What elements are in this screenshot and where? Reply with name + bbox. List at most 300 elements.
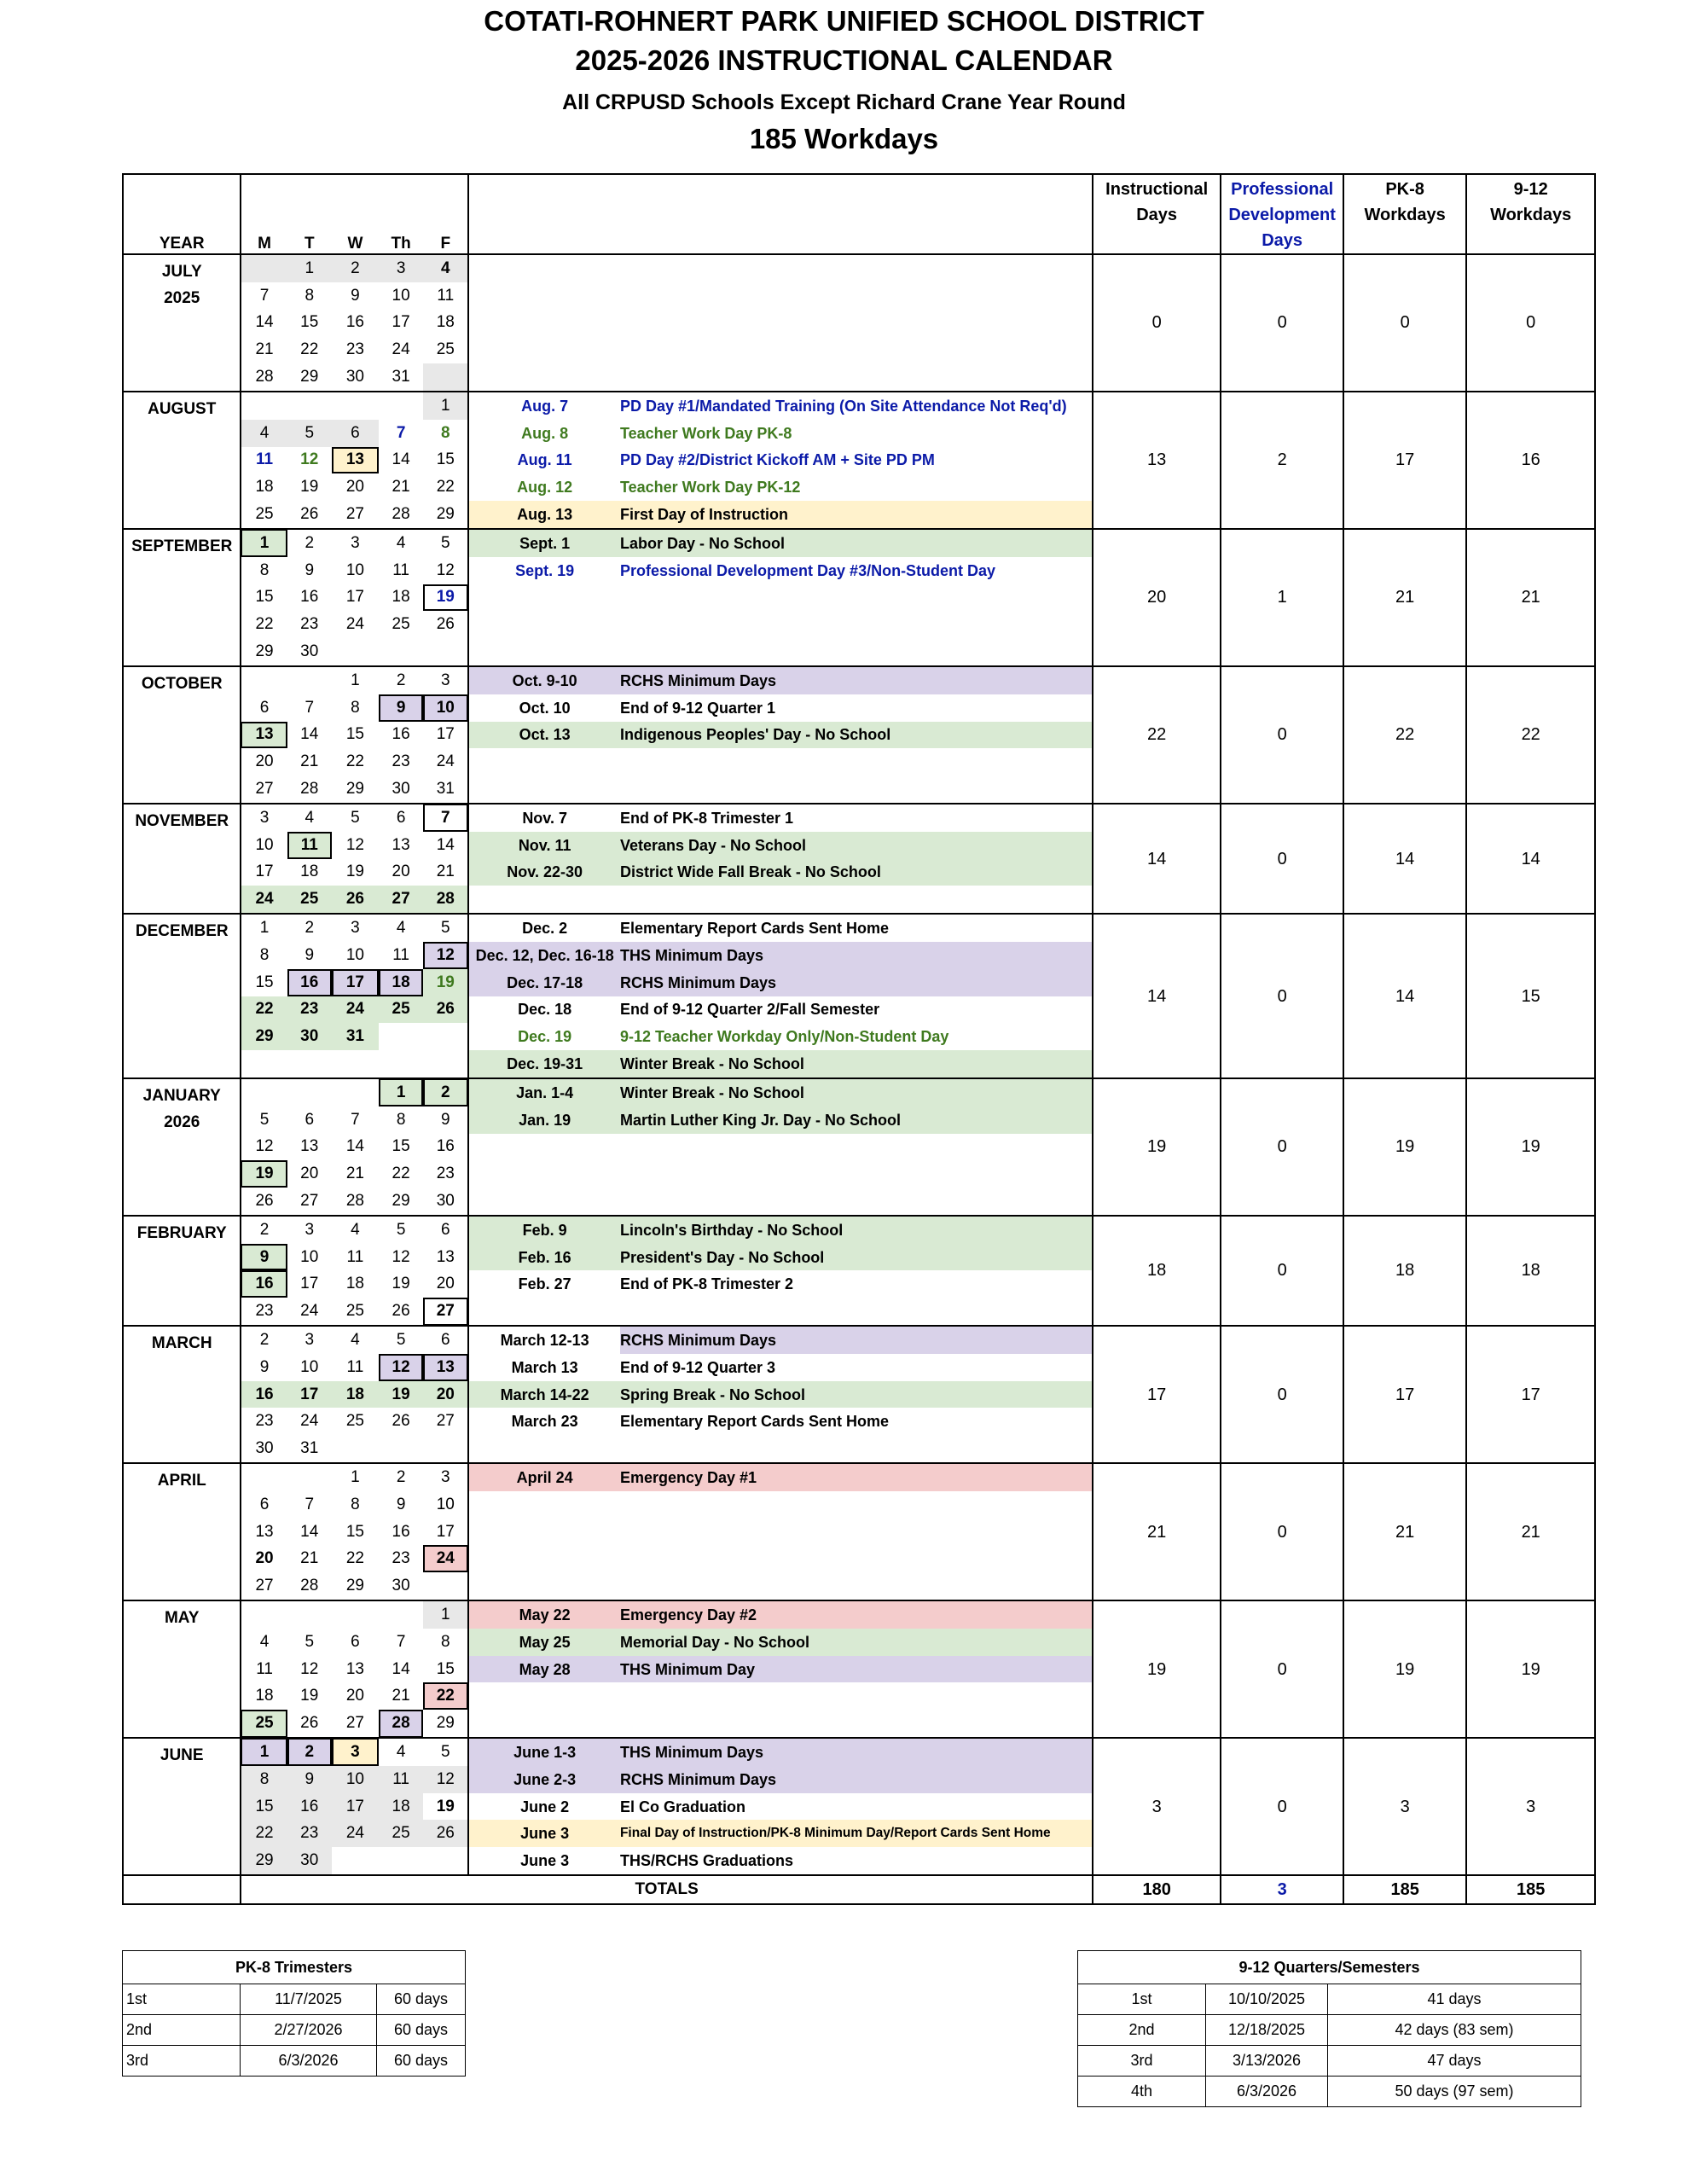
- calendar-day: 5: [423, 529, 468, 557]
- quarters-row: [1078, 1984, 1581, 2015]
- calendar-day: [379, 1847, 423, 1875]
- trimesters-cell: 3rd: [123, 2046, 241, 2077]
- calendar-day: [241, 666, 287, 694]
- event-description: Indigenous Peoples' Day - No School: [620, 722, 1093, 749]
- event-date: June 1-3: [468, 1738, 620, 1766]
- calendar-day: 18: [379, 969, 423, 996]
- quarters-cell: 6/3/2026: [1206, 2077, 1328, 2107]
- calendar-day: 14: [392, 1659, 410, 1678]
- calendar-day: 7: [396, 423, 406, 442]
- event-description-empty: [620, 363, 1093, 392]
- event-description: THS Minimum Day: [620, 1656, 1093, 1683]
- calendar-day: 3: [423, 666, 468, 694]
- event-date-empty: [468, 638, 620, 666]
- calendar-day: 21: [392, 1687, 410, 1705]
- quarters-cell: 42 days (83 sem): [1328, 2015, 1581, 2046]
- month-label-line: DECEMBER: [135, 922, 229, 941]
- calendar-day: 26: [300, 1714, 319, 1733]
- pd-days-value: 2: [1221, 392, 1343, 529]
- calendar-day: 8: [396, 1110, 406, 1129]
- event-description-empty: [620, 638, 1093, 666]
- calendar-day: 10: [392, 286, 410, 305]
- calendar-day: 12: [300, 1659, 319, 1678]
- event-description: Final Day of Instruction/PK-8 Minimum Day/Report Cards Sent Home: [620, 1820, 1093, 1847]
- event-date: Aug. 7: [468, 392, 620, 420]
- calendar-day: [332, 1600, 379, 1629]
- calendar-day: 5: [423, 914, 468, 942]
- instructional-days-header: [1093, 174, 1221, 254]
- instructional-days-value: 0: [1093, 254, 1221, 392]
- event-date: Aug. 13: [468, 501, 620, 529]
- calendar-day: 23: [392, 752, 410, 771]
- calendar-day: 11: [379, 1766, 423, 1793]
- calendar-day: [287, 666, 332, 694]
- calendar-day: 31: [332, 1023, 379, 1050]
- calendar-day: 15: [345, 725, 364, 744]
- calendar-day: 13: [241, 722, 287, 749]
- pk8-workdays-value: 14: [1343, 914, 1467, 1078]
- calendar-day: 1: [423, 392, 468, 420]
- event-date: Dec. 17-18: [468, 969, 620, 996]
- calendar-day: 20: [392, 863, 410, 881]
- trimesters-row: [123, 1984, 466, 2015]
- calendar-day: 12: [423, 942, 468, 969]
- calendar-day: 7: [305, 1495, 315, 1513]
- calendar-day: [379, 1050, 423, 1078]
- calendar-day: 3: [287, 1216, 332, 1244]
- calendar-day: 30: [287, 1023, 332, 1050]
- event-date: Dec. 2: [468, 914, 620, 942]
- calendar-week-row: [123, 1216, 1595, 1244]
- calendar-week-row: [123, 1600, 1595, 1629]
- calendar-day: 9: [305, 561, 315, 579]
- calendar-day: 12: [345, 835, 364, 854]
- event-description-empty: [620, 886, 1093, 914]
- calendar-day: 25: [345, 1412, 364, 1431]
- event-description: End of 9-12 Quarter 3: [620, 1354, 1093, 1381]
- event-description-empty: [620, 1710, 1093, 1738]
- pk8-workdays-value: 21: [1343, 529, 1467, 666]
- quarters-semesters-table: [1077, 1950, 1581, 2107]
- event-description-empty: [620, 1682, 1093, 1710]
- event-description: THS/RCHS Graduations: [620, 1847, 1093, 1875]
- trimesters-row: [123, 2046, 466, 2077]
- calendar-day: 21: [255, 340, 274, 359]
- hs-workdays-value: 19: [1466, 1078, 1595, 1216]
- totals-row: [123, 1875, 1595, 1904]
- event-description: President's Day - No School: [620, 1244, 1093, 1271]
- calendar-day: 23: [287, 1820, 332, 1847]
- calendar-day: 22: [392, 1165, 410, 1183]
- event-description-empty: [620, 775, 1093, 804]
- calendar-day: 26: [423, 1820, 468, 1847]
- event-date: Jan. 19: [468, 1107, 620, 1134]
- calendar-day: [423, 638, 468, 666]
- calendar-day: 4: [287, 804, 332, 832]
- calendar-day: 14: [345, 1137, 364, 1156]
- calendar-day: 3: [332, 529, 379, 557]
- calendar-day: 19: [423, 584, 468, 612]
- calendar-day: [241, 1600, 287, 1629]
- calendar-day: 10: [423, 694, 468, 722]
- pk8-workdays-value: 3: [1343, 1738, 1467, 1875]
- event-date: March 13: [511, 1358, 578, 1376]
- month-label: [123, 914, 241, 1078]
- calendar-day: 1: [332, 1463, 379, 1491]
- calendar-day: [332, 1847, 379, 1875]
- event-description: Emergency Day #2: [620, 1600, 1093, 1629]
- quarters-cell: 4th: [1078, 2077, 1206, 2107]
- calendar-day: 21: [392, 478, 410, 497]
- event-date-empty: [468, 336, 620, 363]
- instructional-days-value: 19: [1093, 1078, 1221, 1216]
- calendar-day: 27: [300, 1191, 319, 1210]
- calendar-day: 30: [255, 1439, 274, 1458]
- calendar-day: [379, 1600, 423, 1629]
- month-label: [123, 529, 241, 666]
- event-date: Dec. 12, Dec. 16-18: [468, 942, 620, 969]
- calendar-day: 8: [351, 1495, 360, 1513]
- pd-days-value: 0: [1221, 1216, 1343, 1326]
- calendar-day: 11: [287, 832, 332, 859]
- calendar-day: 20: [345, 1687, 364, 1705]
- calendar-day: 24: [332, 1820, 379, 1847]
- calendar-day: [287, 1463, 332, 1491]
- month-label-line: MAY: [164, 1609, 200, 1628]
- calendar-day: 20: [255, 1549, 274, 1568]
- pk8-workdays-value: 18: [1343, 1216, 1467, 1326]
- calendar-day: 28: [300, 780, 319, 799]
- event-description: End of 9-12 Quarter 2/Fall Semester: [620, 996, 1093, 1024]
- month-label-line: OCTOBER: [141, 674, 223, 693]
- month-label-line: APRIL: [157, 1472, 206, 1490]
- calendar-day: 14: [392, 450, 410, 469]
- event-description: End of PK-8 Trimester 2: [620, 1270, 1093, 1298]
- calendar-day: [332, 1078, 379, 1107]
- calendar-day: 13: [392, 835, 410, 854]
- instructional-days-value: 14: [1093, 804, 1221, 914]
- calendar-day: 6: [332, 420, 379, 447]
- calendar-day: 17: [255, 863, 274, 881]
- event-date-empty: [468, 1435, 620, 1463]
- quarters-cell: 50 days (97 sem): [1328, 2077, 1581, 2107]
- event-description: Martin Luther King Jr. Day - No School: [620, 1107, 1093, 1134]
- pd-days-value: 0: [1221, 914, 1343, 1078]
- weekday-header: Th: [379, 174, 423, 254]
- event-date: March 12-13: [468, 1326, 620, 1354]
- event-description: Lincoln's Birthday - No School: [620, 1216, 1093, 1244]
- calendar-day: 9: [423, 1107, 468, 1134]
- calendar-day: 11: [392, 945, 409, 964]
- calendar-day: 28: [423, 886, 468, 914]
- month-label-line: FEBRUARY: [136, 1223, 227, 1242]
- calendar-day: 1: [241, 1738, 287, 1766]
- month-label: [123, 1326, 241, 1463]
- weekday-header: T: [287, 174, 332, 254]
- calendar-day: [332, 1050, 379, 1078]
- event-date-empty: [468, 611, 620, 638]
- calendar-day: 2: [423, 1078, 468, 1107]
- calendar-day: 25: [423, 336, 468, 363]
- calendar-day: 26: [300, 505, 319, 524]
- event-description: Teacher Work Day PK-12: [620, 473, 1093, 501]
- calendar-day: 6: [379, 804, 423, 832]
- calendar-day: 18: [345, 1275, 364, 1293]
- calendar-day: 20: [423, 1381, 468, 1409]
- instructional-calendar-table: [122, 173, 1596, 1905]
- event-date: Dec. 18: [518, 1001, 572, 1019]
- calendar-day: 6: [423, 1326, 468, 1354]
- hs-workdays-value: 16: [1466, 392, 1595, 529]
- calendar-day: 19: [423, 969, 468, 996]
- month-label: [123, 254, 241, 392]
- event-description-empty: [620, 282, 1093, 310]
- pd-days-value: 0: [1221, 1078, 1343, 1216]
- calendar-day: 7: [305, 698, 315, 717]
- event-date: Dec. 19: [518, 1028, 572, 1046]
- calendar-day: 2: [379, 1463, 423, 1491]
- event-description: First Day of Instruction: [620, 501, 1093, 529]
- pd-days-value: 0: [1221, 666, 1343, 804]
- calendar-day: [241, 1078, 287, 1107]
- pk8-workdays-value: 21: [1343, 1463, 1467, 1600]
- pd-days-value: 0: [1221, 1600, 1343, 1738]
- calendar-day: 20: [255, 752, 274, 771]
- event-description-empty: [620, 611, 1093, 638]
- calendar-day: 8: [259, 945, 270, 964]
- calendar-day: 28: [345, 1191, 364, 1210]
- event-description-empty: [620, 254, 1093, 282]
- calendar-day: 30: [345, 368, 364, 386]
- calendar-day: 15: [255, 973, 274, 991]
- calendar-day: 13: [423, 1244, 468, 1271]
- month-label-line: AUGUST: [148, 399, 217, 418]
- calendar-day: 5: [259, 1110, 270, 1129]
- calendar-day: 24: [300, 1302, 319, 1321]
- event-date: March 23: [511, 1413, 578, 1431]
- calendar-day: 8: [423, 420, 468, 447]
- calendar-day: 17: [287, 1381, 332, 1409]
- quarters-cell: 1st: [1078, 1984, 1206, 2015]
- calendar-day: 1: [287, 254, 332, 282]
- event-description-empty: [620, 1188, 1093, 1216]
- event-date: May 22: [468, 1600, 620, 1629]
- calendar-day: 23: [255, 1412, 274, 1431]
- event-description-empty: [620, 1134, 1093, 1161]
- event-description: Teacher Work Day PK-8: [620, 420, 1093, 447]
- calendar-day: 10: [423, 1491, 468, 1519]
- calendar-day: 1: [379, 1078, 423, 1107]
- quarters-row: [1078, 2015, 1581, 2046]
- pk8-workdays-header-line: PK-8: [1385, 180, 1424, 199]
- calendar-day: 25: [379, 1820, 423, 1847]
- calendar-day: 18: [379, 1793, 423, 1821]
- calendar-day: 15: [241, 1793, 287, 1821]
- calendar-day: 9: [259, 1357, 270, 1376]
- hs-workdays-value: 17: [1466, 1326, 1595, 1463]
- calendar-day: 4: [241, 420, 287, 447]
- calendar-day: 13: [255, 1522, 274, 1541]
- instructional-days-value: 19: [1093, 1600, 1221, 1738]
- calendar-day: 22: [423, 473, 468, 501]
- calendar-day: 13: [300, 1137, 319, 1156]
- event-date: Feb. 16: [468, 1244, 620, 1271]
- month-label: [123, 804, 241, 914]
- calendar-day: 30: [300, 642, 319, 661]
- calendar-day: 1: [332, 666, 379, 694]
- calendar-day: 22: [300, 340, 319, 359]
- trimesters-cell: 11/7/2025: [241, 1984, 377, 2015]
- event-date: Sept. 1: [468, 529, 620, 557]
- trimesters-cell: 60 days: [377, 1984, 466, 2015]
- calendar-day: 12: [423, 557, 468, 584]
- event-description-empty: [620, 1435, 1093, 1463]
- event-date: Oct. 10: [519, 699, 571, 717]
- event-description: El Co Graduation: [620, 1793, 1093, 1821]
- quarters-cell: 10/10/2025: [1206, 1984, 1328, 2015]
- event-description-empty: [620, 336, 1093, 363]
- calendar-day: 24: [392, 340, 410, 359]
- calendar-day: 31: [392, 368, 410, 386]
- calendar-day: 6: [305, 1110, 315, 1129]
- calendar-day: 15: [423, 447, 468, 474]
- calendar-day: 29: [241, 1023, 287, 1050]
- calendar-day: 21: [300, 752, 319, 771]
- calendar-title: 2025-2026 INSTRUCTIONAL CALENDAR: [575, 44, 1113, 76]
- calendar-day: 3: [379, 254, 423, 282]
- quarters-cell: 41 days: [1328, 1984, 1581, 2015]
- instructional-days-value: 20: [1093, 529, 1221, 666]
- calendar-day: 12: [255, 1137, 274, 1156]
- calendar-day: 28: [300, 1577, 319, 1595]
- hs-workdays-value: 18: [1466, 1216, 1595, 1326]
- calendar-day: 15: [423, 1656, 468, 1683]
- calendar-header-row: [123, 174, 1595, 254]
- calendar-day: 29: [345, 1577, 364, 1595]
- calendar-day: 10: [345, 561, 364, 579]
- totals-spacer: [123, 1875, 241, 1904]
- calendar-day: 23: [287, 996, 332, 1024]
- instructional-days-header-line: Instructional: [1105, 180, 1209, 199]
- calendar-day: 20: [423, 1270, 468, 1298]
- calendar-day: 3: [423, 1463, 468, 1491]
- calendar-day: 25: [241, 1710, 287, 1738]
- calendar-day: 30: [392, 780, 410, 799]
- calendar-day: 9: [241, 1244, 287, 1271]
- event-description: Elementary Report Cards Sent Home: [620, 1408, 1093, 1435]
- calendar-day: 19: [379, 1381, 423, 1409]
- hs-workdays-value: 0: [1466, 254, 1595, 392]
- calendar-day: 10: [345, 945, 364, 964]
- calendar-day: 26: [392, 1302, 410, 1321]
- event-description: THS Minimum Days: [620, 1738, 1093, 1766]
- event-date: June 2: [520, 1798, 570, 1815]
- event-description: 9-12 Teacher Workday Only/Non-Student Day: [620, 1023, 1093, 1050]
- calendar-day: 23: [392, 1549, 410, 1568]
- calendar-day: [379, 392, 423, 420]
- calendar-day: 11: [256, 450, 274, 469]
- pd-days-header-line: Days: [1262, 231, 1303, 250]
- pk8-workdays-header-line: Workdays: [1364, 206, 1446, 224]
- calendar-day: 16: [392, 1522, 410, 1541]
- calendar-day: 17: [300, 1275, 319, 1293]
- calendar-day: 2: [379, 666, 423, 694]
- calendar-day: 10: [300, 1247, 319, 1266]
- event-description: Spring Break - No School: [620, 1381, 1093, 1409]
- hs-workdays-header-line: 9-12: [1513, 180, 1548, 199]
- pk8-trimesters-table: [122, 1950, 466, 2077]
- month-label-line: JANUARY: [142, 1086, 221, 1105]
- calendar-week-row: [123, 1078, 1595, 1107]
- calendar-day: [241, 254, 287, 282]
- event-date-empty: [468, 1710, 620, 1738]
- event-date: May 25: [468, 1629, 620, 1656]
- event-date-empty: [468, 1682, 620, 1710]
- weekday-header: M: [241, 174, 287, 254]
- calendar-day: 8: [351, 698, 360, 717]
- calendar-day: 11: [423, 282, 468, 310]
- calendar-day: 22: [345, 752, 364, 771]
- calendar-day: 10: [255, 835, 274, 854]
- calendar-day: 14: [255, 313, 274, 332]
- calendar-day: 31: [300, 1439, 319, 1458]
- calendar-day: 17: [345, 588, 364, 607]
- calendar-day: 3: [332, 1738, 379, 1766]
- calendar-day: 2: [287, 1738, 332, 1766]
- event-date: Feb. 27: [518, 1275, 571, 1293]
- calendar-day: 8: [305, 286, 315, 305]
- calendar-week-row: [123, 529, 1595, 557]
- event-description: Winter Break - No School: [620, 1078, 1093, 1107]
- calendar-day: 27: [379, 886, 423, 914]
- calendar-day: 9: [305, 945, 315, 964]
- calendar-day: 2: [287, 914, 332, 942]
- event-description-empty: [620, 584, 1093, 612]
- calendar-day: 2: [332, 254, 379, 282]
- event-date: Feb. 9: [468, 1216, 620, 1244]
- calendar-day: 11: [392, 561, 409, 579]
- calendar-day: 16: [300, 588, 319, 607]
- event-date: June 3: [520, 1852, 570, 1870]
- instructional-days-value: 13: [1093, 392, 1221, 529]
- calendar-day: 26: [392, 1412, 410, 1431]
- calendar-day: 7: [423, 804, 468, 832]
- calendar-day: 18: [255, 1687, 274, 1705]
- event-description: RCHS Minimum Days: [620, 666, 1093, 694]
- hs-workdays-value: 14: [1466, 804, 1595, 914]
- hs-workdays-header: [1466, 174, 1595, 254]
- calendar-day: 27: [255, 1577, 274, 1595]
- calendar-day: [423, 1847, 468, 1875]
- calendar-day: 7: [351, 1110, 360, 1129]
- calendar-day: 27: [423, 1298, 468, 1326]
- event-description-empty: [620, 1160, 1093, 1188]
- calendar-day: 30: [392, 1577, 410, 1595]
- calendar-day: 3: [241, 804, 287, 832]
- quarters-cell: 3/13/2026: [1206, 2046, 1328, 2077]
- calendar-day: 4: [332, 1326, 379, 1354]
- calendar-day: 28: [379, 1710, 423, 1738]
- calendar-day: 5: [305, 1632, 315, 1651]
- calendar-day: [379, 638, 423, 666]
- trimesters-title: PK-8 Trimesters: [123, 1951, 466, 1984]
- month-label-line: 2025: [164, 289, 200, 307]
- calendar-day: 20: [345, 478, 364, 497]
- calendar-day: 22: [255, 615, 274, 634]
- calendar-day: 22: [345, 1549, 364, 1568]
- event-date-empty: [468, 282, 620, 310]
- event-date: Aug. 8: [521, 424, 569, 442]
